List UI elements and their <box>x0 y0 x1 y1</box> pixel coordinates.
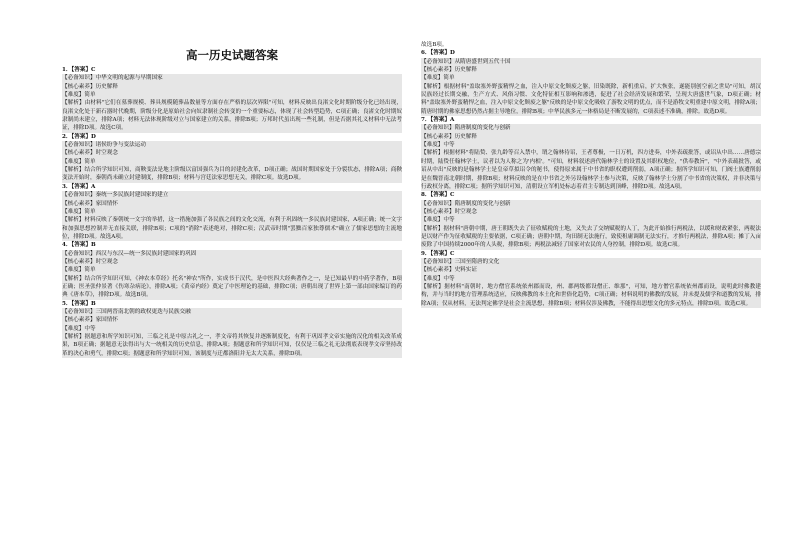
answer-heading: 9．【答案】C <box>421 250 455 257</box>
answer-field: 【核心素养】时空观念 <box>421 208 761 216</box>
answer-heading: 6．【答案】D <box>421 50 455 57</box>
answer-block <box>62 66 402 133</box>
answer-field: 【必备知识】三国至隋唐的文化 <box>421 258 761 266</box>
analysis-text: 【解析】据题意和所学知识可知，三临之礼是中原古礼之一，孝文帝将其恢复并逐渐制度化，有利于巩固孝文帝实施的汉化的相关改革成果，B项正确；据题意无法得出与大一统相关的历史信息，排除A项；据题意和所学知识可知，仅仅是三临之礼无法彻底表现孝文帝坚持改革的决心和勇气，排除C项；据题意和所学知识可知，该制度与迁都洛阳并无太大关系，排除D项。 <box>62 334 402 357</box>
answer-heading: 1．【答案】C <box>62 67 96 73</box>
right-column <box>421 41 761 308</box>
left-column-body <box>62 66 402 358</box>
answer-block <box>421 191 761 249</box>
answer-field: 【难度】中等 <box>421 275 761 283</box>
answer-field: 【必备知识】秦统一多民族封建国家的建立 <box>62 191 402 199</box>
answer-field: 【难度】简单 <box>421 74 761 82</box>
answer-block <box>62 241 402 299</box>
answer-block <box>62 133 402 183</box>
answer-heading: 8．【答案】C <box>421 192 455 199</box>
answer-block <box>62 183 402 241</box>
answer-heading: 7．【答案】A <box>421 117 455 124</box>
answer-field: 【必备知识】隋唐制度的变化与创新 <box>421 200 761 208</box>
answer-field: 【核心素养】历史解释 <box>62 83 402 91</box>
answer-field: 【核心素养】历史解释 <box>421 133 761 141</box>
analysis-text: 【解析】据材料"南朝时，地方僧官系统依州郡而设，州、郡两级都设僧正、维那"，可知，地方僧官系统依州郡而设，说明此时佛教建构，并与当时的地方管理系统适应，反映佛教的本土化和世俗化趋势，C项正确；材料说明的佛教的发展，并未提及儒学和道教的发展，排除A项；仅从材料，无法判定佛学是社会主流思想，排除B项；材料仅涉及佛教，不能得出思想文化的多元特点，排除D项。故选C项。 <box>421 283 761 307</box>
answer-heading: 2．【答案】D <box>62 133 96 140</box>
answer-field: 【必备知识】三国两晋南北朝的政权更迭与民族交融 <box>62 308 402 316</box>
answer-field: 【难度】中等 <box>421 216 761 224</box>
answer-block <box>62 300 402 358</box>
right-column-body <box>421 41 761 308</box>
answer-field: 【必备知识】从隋唐盛世到五代十国 <box>421 58 761 66</box>
answer-field: 【核心素养】家国情怀 <box>62 200 402 208</box>
answer-field: 【必备知识】中华文明的起源与早期国家 <box>62 74 402 82</box>
answer-field: 【核心素养】史料实证 <box>421 266 761 274</box>
left-column <box>62 6 402 358</box>
answer-heading: 5．【答案】B <box>62 300 96 307</box>
answer-field: 【难度】中等 <box>62 325 402 333</box>
analysis-text: 【解析】由材料"它们在墓葬规模、葬具规模随葬品数量等方面存在严格的层次界限"可知，材料反映出良渚文化时期阶级分化已经出现，良渚文化处于新石器时代晚期，阶级分化是原始社会向奴隶制社会转变的一个重要标志，体现了社会转型趋势，C项正确；良渚文化时期奴隶制尚未建立，排除A项；材料无法体现阶级对立与国家建立的关系，排除B项；万邦时代虽出现一些礼制，但是否据其礼义材料中无法考证，排除D项。故选C项。 <box>62 100 402 132</box>
analysis-text: 【解析】根据材料"盖取塞外野蛮精悍之血，注入中原文化颓废之躯，旧染既除，新机重启，扩大恢张，遂能别创空前之世局"可知，胡汉民族经过长期交融，生产方式、风俗习惯、文化特征相互影响和渗透，促进了社会经济发展和繁荣，呈现大唐盛世气象，D项正确；材料"盖取塞外野蛮精悍之血，注入中原文化颓废之躯"反映的是中原文化吸收了游牧文明的优点，而不是游牧文明重建中原文明，排除A项；隋唐时期的佛家思想仍然占据主导地位，排除B项；中华民族多元一体格局是不断发展的，C项表述不准确，排除。故选D项。 <box>421 83 761 115</box>
answer-field: 【难度】简单 <box>62 158 402 166</box>
answer-field: 【难度】中等 <box>421 141 761 149</box>
answer-block <box>421 250 761 308</box>
answer-block <box>421 41 761 49</box>
answer-field: 【必备知识】隋唐制度的变化与创新 <box>421 124 761 132</box>
analysis-text: 【解析】根据材料"将陆贽、张九龄等召入禁中，谓之翰林待诏，王者尊极，一日万机，四方进奏，中外表疏批答，或诏从中出……唐德宗时期，陆贽任翰林学士，议者以为人称之为'内相'。"可知，材料叙述唐代翰林学士的设置及其职权地位，"供奉教旨"，"中外表疏批答，或诏从中出"反映的是翰林学士是皇帝草拟诏令的秘书，使得原来属于中书省的职权遭到削弱，A项正确；据所学知识可知，门阀士族遭削弱是在魏晋南北朝时期，排除B项；材料反映的是在中书省之外另设翰林学士参与决策，反映了翰林学士分割了中书省的决策权，并非决策与行政权分离，排除C项；据所学知识可知，清朝设立军机处标志着君主专制达到顶峰，排除D项。故选A项。 <box>421 150 761 190</box>
answer-field: 【难度】简单 <box>62 266 402 274</box>
answer-field: 【难度】简单 <box>62 208 402 216</box>
answer-block <box>421 49 761 116</box>
continuation-text: 故选B项。 <box>421 42 448 48</box>
answer-field: 【必备知识】诸侯纷争与变法运动 <box>62 141 402 149</box>
answer-field: 【难度】简单 <box>62 91 402 99</box>
analysis-text: 【解析】结合所学知识可知，商鞅变法是地主阶级以富国强兵为目的封建化改革，D项正确；战国时期国家处于分裂状态，排除A项；商鞅变法开始时，秦朝尚未确立封建制度，排除B项；材料与宫廷法家思想无关，排除C项。故选D项。 <box>62 167 402 182</box>
page-title: 高一历史试题答案 <box>186 48 278 62</box>
answer-field: 【核心素养】时空观念 <box>62 149 402 157</box>
analysis-text: 【解析】材料反映了秦朝统一文字的举措，这一措施加强了各民族之间的文化交流，有利于巩固统一多民族封建国家，A项正确；统一文字和加强思想控制并无直接关联，排除B项；C项的"消除"表述绝对，排除C项；汉武帝时期"罢黜百家独尊儒术"确立了儒家思想的主流地位，排除D项。故选A项。 <box>62 217 402 240</box>
answer-field: 【核心素养】时空观念 <box>62 258 402 266</box>
analysis-text: 【解析】结合所学知识可知，《神农本草经》托名"神农"所作，实成书于汉代，是中医四大经典著作之一，是已知最早的中药学著作，B项正确；医圣张仲景著《伤寒杂病论》，排除A项；《黄帝内经》奠定了中医理论的基础，排除C项；唐朝出现了世界上第一部由国家编订的药典《唐本草》，排除D项。故选B项。 <box>62 275 402 299</box>
analysis-text: 【解析】据材料"唐朝中期，唐王朝既失去了征收赋税的土地，又失去了交纳赋税的人丁，为此开始推行两税法，以缓和财政紧张，两税法是以财产作为征收赋税的主要依据，C项正确；唐朝中期，均田制无法施行，致使租庸调制无法实行，才推行两税法，排除A项；摊丁入亩废除了中国持续2000年的人头税，排除B项；两税法减轻了国家对农民的人身控制，排除D项。故选C项。 <box>421 225 761 249</box>
answer-field: 【核心素养】历史解释 <box>421 66 761 74</box>
answer-block <box>421 116 761 191</box>
answer-heading: 3．【答案】A <box>62 183 96 190</box>
answer-field: 【必备知识】西汉与东汉—统一多民族封建国家的巩固 <box>62 250 402 258</box>
answer-field: 【核心素养】家国情怀 <box>62 316 402 324</box>
answer-heading: 4．【答案】B <box>62 242 96 249</box>
